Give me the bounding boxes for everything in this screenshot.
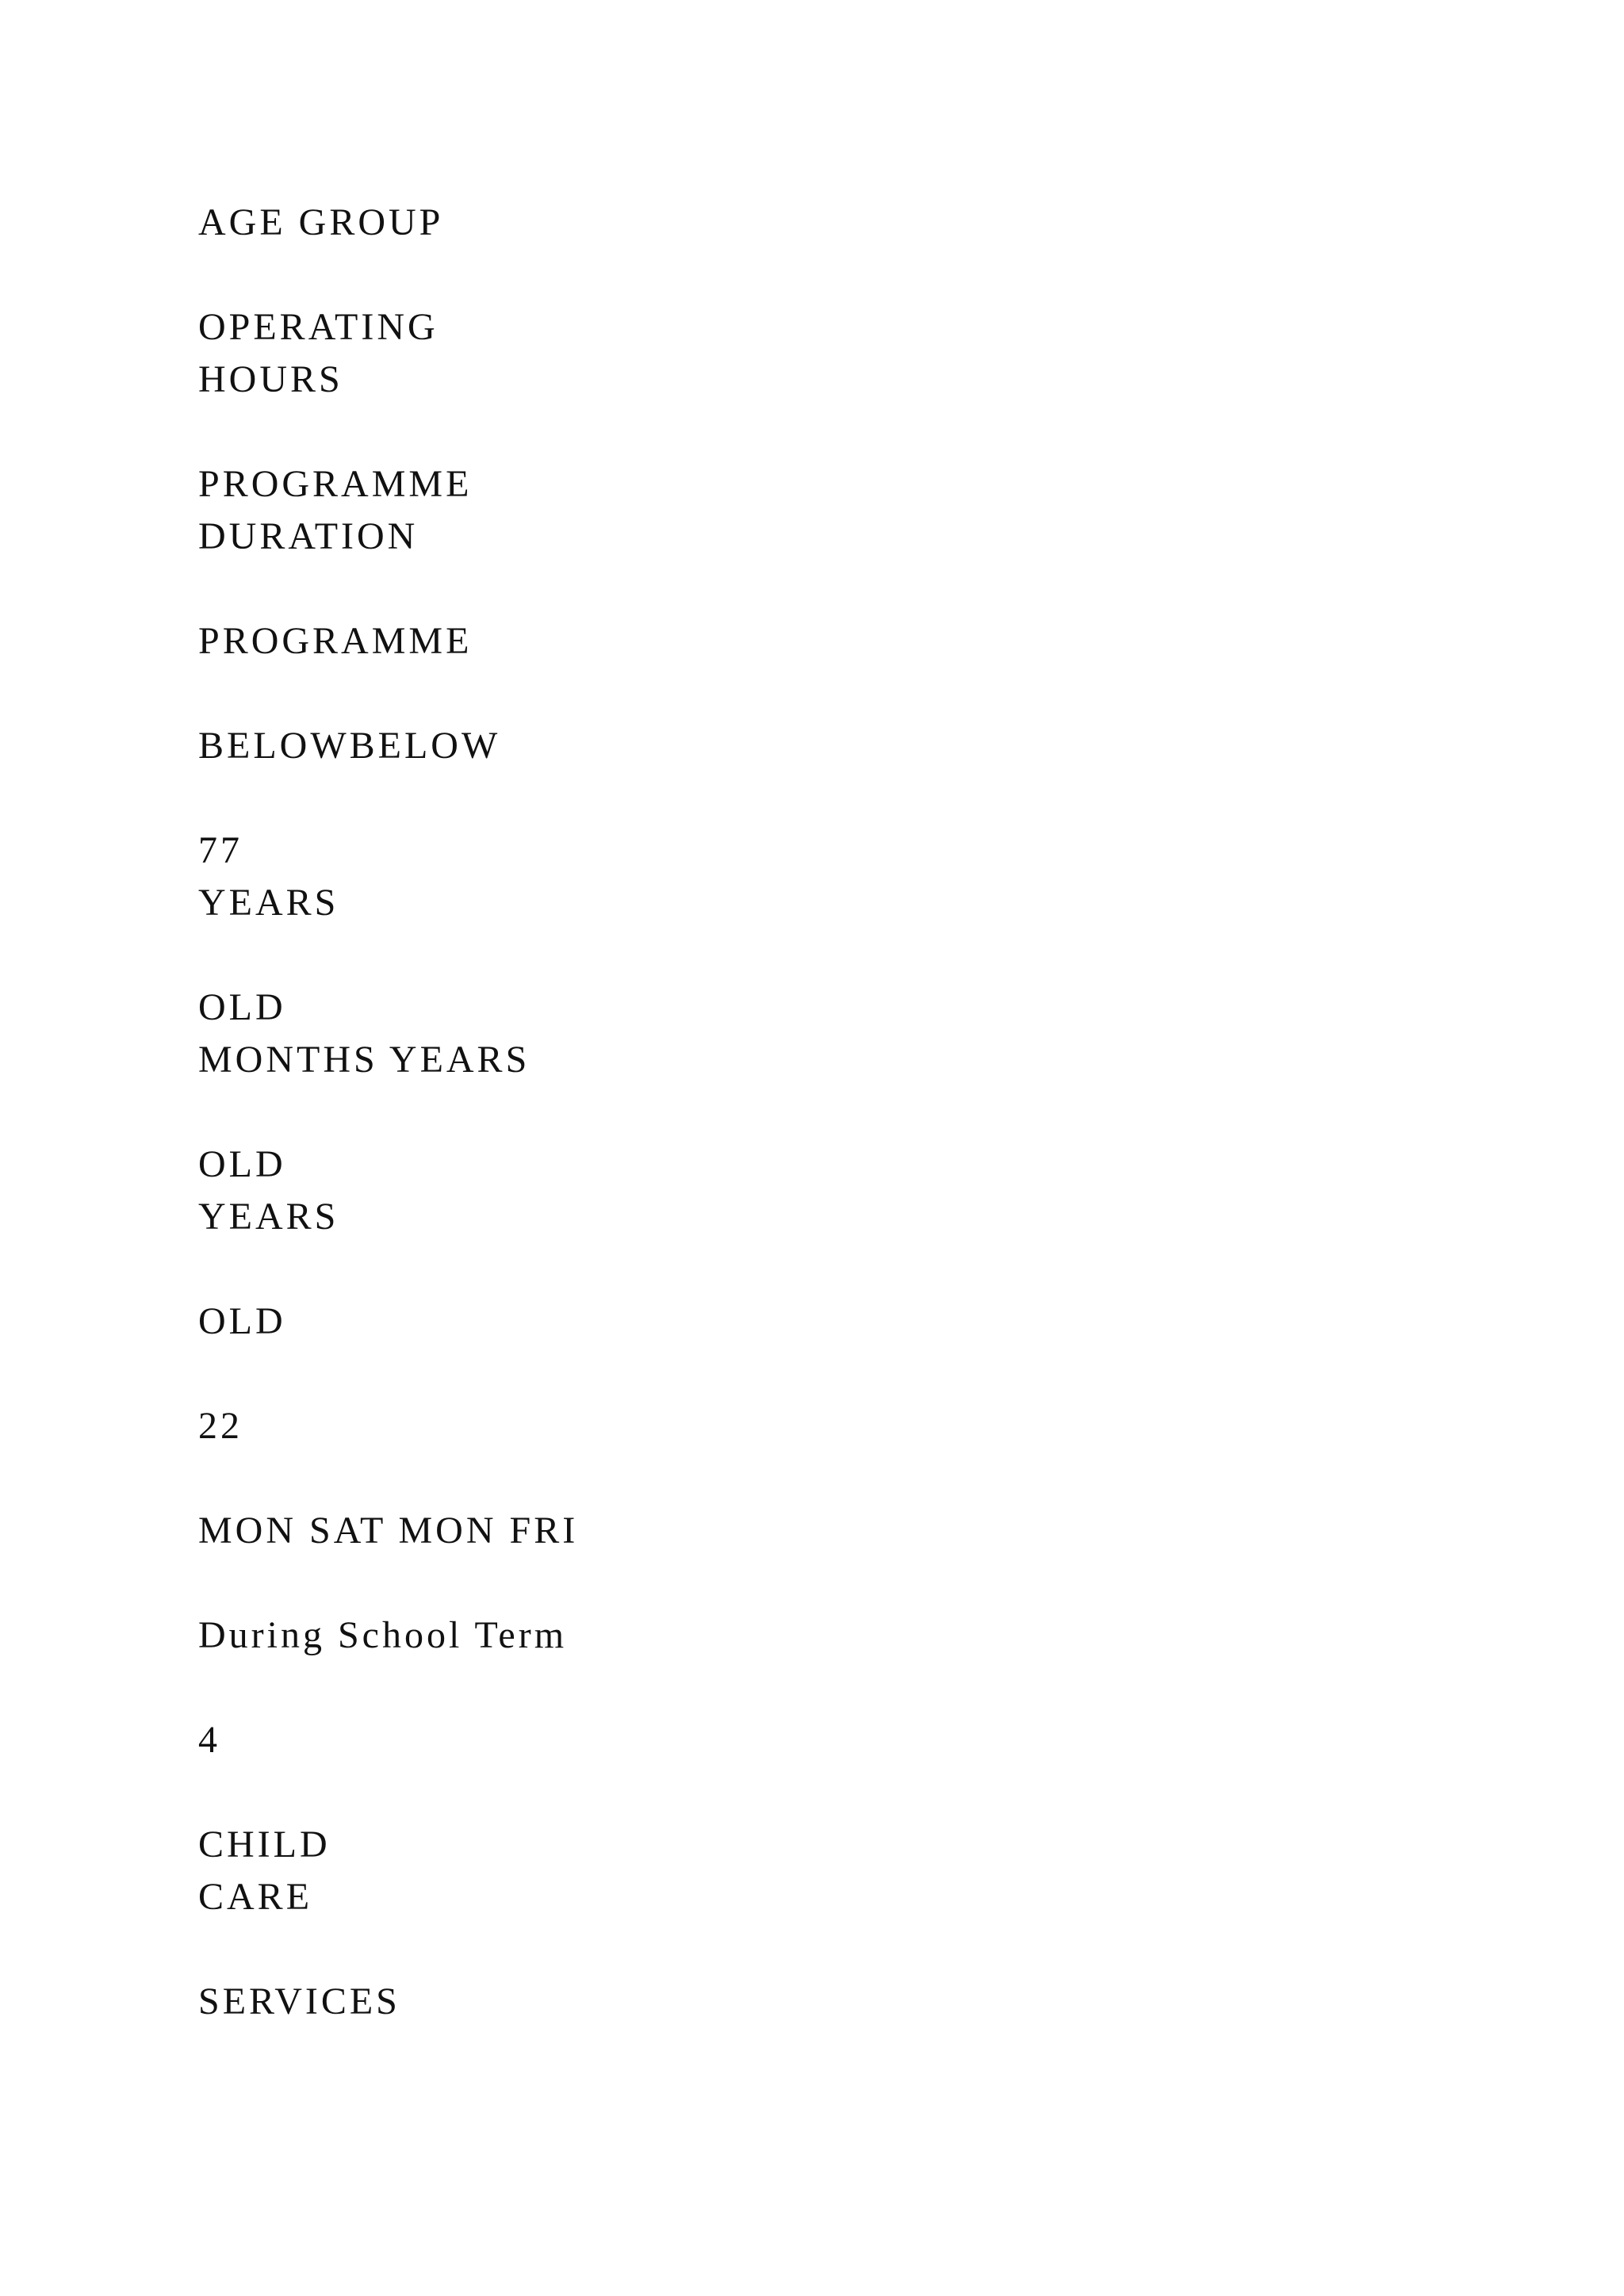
text-line-school-term: During School Term bbox=[198, 1614, 568, 1656]
text-line-duration: DURATION bbox=[198, 515, 419, 557]
text-line-old-1: OLD bbox=[198, 986, 286, 1028]
text-line-programme-2: PROGRAMME bbox=[198, 620, 473, 662]
text-line-age-group: AGE GROUP bbox=[198, 201, 444, 243]
text-line-4: 4 bbox=[198, 1719, 220, 1761]
text-line-programme-1: PROGRAMME bbox=[198, 463, 473, 505]
text-line-77: 77 bbox=[198, 829, 243, 871]
text-line-hours: HOURS bbox=[198, 358, 343, 400]
text-line-22: 22 bbox=[198, 1405, 243, 1447]
text-line-days: MON SAT MON FRI bbox=[198, 1510, 579, 1552]
text-line-operating: OPERATING bbox=[198, 306, 439, 348]
text-line-years-2: YEARS bbox=[198, 1196, 339, 1238]
text-line-child: CHILD bbox=[198, 1823, 331, 1866]
text-line-years-1: YEARS bbox=[198, 882, 339, 924]
text-line-old-2: OLD bbox=[198, 1143, 286, 1185]
text-line-months-years: MONTHS YEARS bbox=[198, 1039, 530, 1081]
text-line-old-3: OLD bbox=[198, 1300, 286, 1342]
text-line-belowbelow: BELOWBELOW bbox=[198, 725, 501, 767]
text-line-services: SERVICES bbox=[198, 1980, 400, 2022]
text-line-care: CARE bbox=[198, 1876, 313, 1918]
